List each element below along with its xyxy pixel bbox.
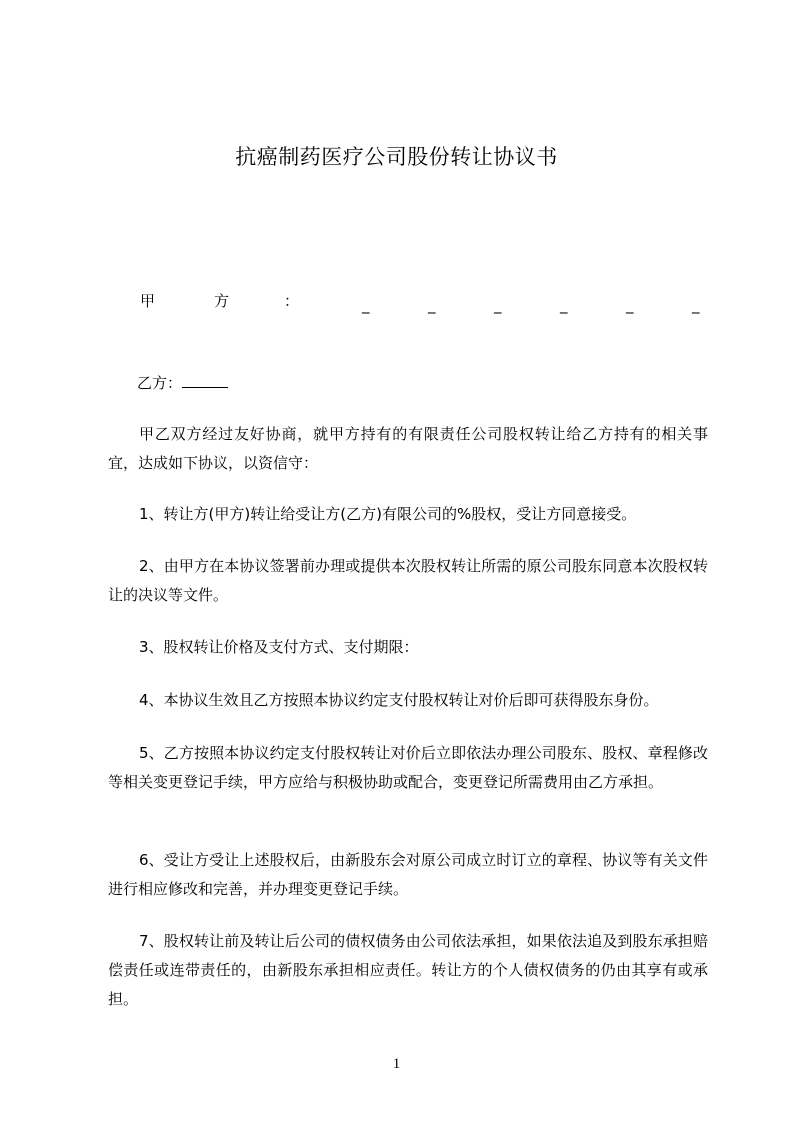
party-a-label-fang: 方	[214, 292, 230, 310]
clause-5: 5、乙方按照本协议约定支付股权转让对价后立即依法办理公司股东、股权、章程修改等相关变更登记手续，甲方应给与积极协助或配合，变更登记所需费用由乙方承担。	[108, 744, 708, 791]
party-b-line	[137, 372, 228, 394]
clause-7: 7、股权转让前及转让后公司的债权债务由公司依法承担，如果依法追及到股东承担赔偿责任或连带责任的，由新股东承担相应责任。转让方的个人债权债务的仍由其享有或承担。	[108, 932, 708, 1008]
party-a-blank-2: _	[428, 296, 436, 314]
page-number: 1	[392, 1056, 401, 1072]
clause-6: 6、受让方受让上述股权后，由新股东会对原公司成立时订立的章程、协议等有关文件进行相应修改和完善，并办理变更登记手续。	[108, 851, 708, 898]
party-a-label-jia: 甲	[140, 292, 156, 310]
clause-1: 1、转让方(甲方)转让给受让方(乙方)有限公司的%股权，受让方同意接受。	[139, 505, 637, 523]
party-b-label: 乙方：	[137, 374, 183, 392]
party-b-blank	[182, 373, 228, 388]
party-a-line	[140, 290, 703, 314]
document-title: 抗癌制药医疗公司股份转让协议书	[235, 145, 558, 169]
party-a-blank-4: _	[560, 296, 568, 314]
intro-paragraph: 甲乙双方经过友好协商，就甲方持有的有限责任公司股权转让给乙方持有的相关事宜，达成如下协议，以资信守：	[108, 425, 708, 472]
party-a-blank-3: _	[494, 296, 502, 314]
clause-2: 2、由甲方在本协议签署前办理或提供本次股权转让所需的原公司股东同意本次股权转让的决议等文件。	[108, 557, 708, 604]
party-a-blank-1: _	[362, 296, 370, 314]
clause-4: 4、本协议生效且乙方按照本协议约定支付股权转让对价后即可获得股东身份。	[139, 691, 659, 709]
party-a-blank-5: _	[626, 296, 634, 314]
party-a-blank-6: _	[692, 296, 700, 314]
party-a-colon: ：	[284, 292, 300, 310]
clause-3: 3、股权转让价格及支付方式、支付期限：	[139, 638, 419, 656]
